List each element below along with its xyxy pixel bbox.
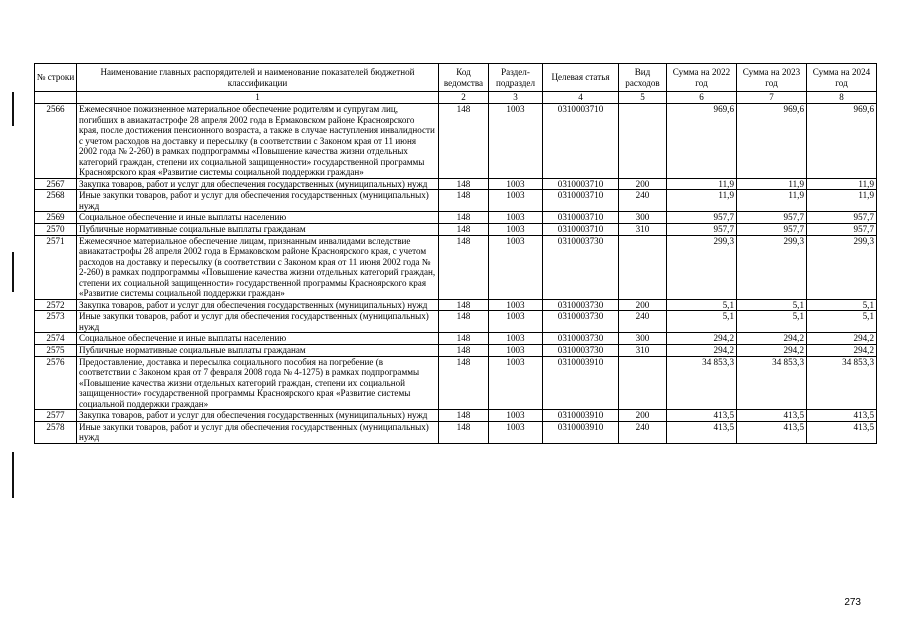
department-code: 148 xyxy=(439,224,489,236)
sum-2023: 5,1 xyxy=(737,299,807,311)
budget-table xyxy=(34,63,877,444)
department-code: 148 xyxy=(439,178,489,190)
row-name: Социальное обеспечение и иные выплаты населению xyxy=(77,212,439,224)
row-name: Закупка товаров, работ и услуг для обеспечения государственных (муниципальных) нужд xyxy=(77,299,439,311)
column-number: 7 xyxy=(737,92,807,104)
sum-2022: 5,1 xyxy=(667,299,737,311)
target-article: 0310003710 xyxy=(543,190,619,212)
sum-2024: 11,9 xyxy=(807,190,877,212)
row-name: Публичные нормативные социальные выплаты гражданам xyxy=(77,345,439,357)
sum-2023: 413,5 xyxy=(737,410,807,422)
sum-2024: 413,5 xyxy=(807,410,877,422)
row-number: 2567 xyxy=(35,178,77,190)
column-number: 3 xyxy=(489,92,543,104)
row-name: Социальное обеспечение и иные выплаты населению xyxy=(77,333,439,345)
binding-mark xyxy=(12,92,14,126)
section-code: 1003 xyxy=(489,421,543,443)
sum-2023: 294,2 xyxy=(737,345,807,357)
table-row xyxy=(35,212,877,224)
target-article: 0310003910 xyxy=(543,410,619,422)
target-article: 0310003710 xyxy=(543,212,619,224)
section-code: 1003 xyxy=(489,178,543,190)
header-sum-2022: Сумма на 2022 год xyxy=(667,64,737,92)
expense-type: 240 xyxy=(619,190,667,212)
row-name: Закупка товаров, работ и услуг для обеспечения государственных (муниципальных) нужд xyxy=(77,178,439,190)
sum-2022: 969,6 xyxy=(667,104,737,179)
binding-mark xyxy=(12,452,14,498)
expense-type: 300 xyxy=(619,212,667,224)
section-code: 1003 xyxy=(489,224,543,236)
sum-2023: 957,7 xyxy=(737,212,807,224)
department-code: 148 xyxy=(439,345,489,357)
row-name: Ежемесячное пожизненное материальное обеспечение родителям и супругам лиц, погибших в авиакатастрофе 28 апреля 2002 года в Ермаковском районе Красноярского края, после достижения пенсионного возраста, а также в случае наступления инвалидности с учетом расходов на доставку и пересылку (в соответствии с Законом края от 11 июня 2002 года № 2-260) в рамках подпрограммы «Повышение качества жизни отдельных категорий граждан, степени их социальной защищенности» государственной программы Красноярского края «Развитие системы социальной поддержки граждан» xyxy=(77,104,439,179)
header-sum-2023: Сумма на 2023 год xyxy=(737,64,807,92)
header-target-article: Целевая статья xyxy=(543,64,619,92)
target-article: 0310003730 xyxy=(543,235,619,299)
sum-2024: 294,2 xyxy=(807,345,877,357)
row-number: 2578 xyxy=(35,421,77,443)
sum-2024: 5,1 xyxy=(807,299,877,311)
sum-2024: 299,3 xyxy=(807,235,877,299)
table-row xyxy=(35,345,877,357)
sum-2024: 294,2 xyxy=(807,333,877,345)
sum-2022: 299,3 xyxy=(667,235,737,299)
row-number: 2574 xyxy=(35,333,77,345)
sum-2022: 294,2 xyxy=(667,333,737,345)
row-number: 2573 xyxy=(35,311,77,333)
section-code: 1003 xyxy=(489,345,543,357)
column-number xyxy=(35,92,77,104)
sum-2024: 11,9 xyxy=(807,178,877,190)
row-number: 2570 xyxy=(35,224,77,236)
table-row xyxy=(35,356,877,410)
target-article: 0310003910 xyxy=(543,356,619,410)
sum-2023: 413,5 xyxy=(737,421,807,443)
sum-2023: 299,3 xyxy=(737,235,807,299)
expense-type: 240 xyxy=(619,311,667,333)
table-row xyxy=(35,421,877,443)
row-number: 2572 xyxy=(35,299,77,311)
binding-mark xyxy=(12,252,14,292)
expense-type: 200 xyxy=(619,299,667,311)
header-row-number: № строки xyxy=(35,64,77,92)
sum-2023: 957,7 xyxy=(737,224,807,236)
sum-2024: 413,5 xyxy=(807,421,877,443)
column-number: 1 xyxy=(77,92,439,104)
expense-type xyxy=(619,356,667,410)
target-article: 0310003730 xyxy=(543,333,619,345)
target-article: 0310003710 xyxy=(543,224,619,236)
sum-2023: 34 853,3 xyxy=(737,356,807,410)
department-code: 148 xyxy=(439,299,489,311)
section-code: 1003 xyxy=(489,299,543,311)
sum-2022: 34 853,3 xyxy=(667,356,737,410)
table-row xyxy=(35,410,877,422)
target-article: 0310003910 xyxy=(543,421,619,443)
row-number: 2571 xyxy=(35,235,77,299)
sum-2023: 11,9 xyxy=(737,178,807,190)
section-code: 1003 xyxy=(489,104,543,179)
sum-2022: 957,7 xyxy=(667,212,737,224)
column-number: 6 xyxy=(667,92,737,104)
sum-2022: 5,1 xyxy=(667,311,737,333)
header-department-code: Код ведомства xyxy=(439,64,489,92)
table-row xyxy=(35,104,877,179)
expense-type: 300 xyxy=(619,333,667,345)
page-number: 273 xyxy=(844,597,861,608)
row-number: 2576 xyxy=(35,356,77,410)
sum-2022: 413,5 xyxy=(667,421,737,443)
row-name: Ежемесячное материальное обеспечение лицам, признанным инвалидами вследствие авиакатастрофы 28 апреля 2002 года в Ермаковском районе Красноярского края, с учетом расходов на доставку и пересылку (в соответствии с Законом края от 11 июня 2002 года № 2-260) в рамках подпрограммы «Повышение качества жизни отдельных категорий граждан, степени их социальной защищенности» государственной программы Красноярского края «Развитие системы социальной поддержки граждан» xyxy=(77,235,439,299)
sum-2022: 11,9 xyxy=(667,190,737,212)
row-number: 2577 xyxy=(35,410,77,422)
row-number: 2566 xyxy=(35,104,77,179)
department-code: 148 xyxy=(439,410,489,422)
table-row xyxy=(35,299,877,311)
target-article: 0310003710 xyxy=(543,178,619,190)
section-code: 1003 xyxy=(489,235,543,299)
expense-type: 200 xyxy=(619,178,667,190)
sum-2024: 957,7 xyxy=(807,212,877,224)
header-name: Наименование главных распорядителей и наименование показателей бюджетной классификации xyxy=(77,64,439,92)
expense-type: 310 xyxy=(619,345,667,357)
department-code: 148 xyxy=(439,104,489,179)
column-number: 2 xyxy=(439,92,489,104)
sum-2022: 413,5 xyxy=(667,410,737,422)
row-number: 2569 xyxy=(35,212,77,224)
sum-2024: 969,6 xyxy=(807,104,877,179)
table-row xyxy=(35,178,877,190)
department-code: 148 xyxy=(439,212,489,224)
target-article: 0310003730 xyxy=(543,299,619,311)
expense-type xyxy=(619,104,667,179)
row-name: Иные закупки товаров, работ и услуг для обеспечения государственных (муниципальных) нужд xyxy=(77,421,439,443)
sum-2023: 969,6 xyxy=(737,104,807,179)
department-code: 148 xyxy=(439,311,489,333)
sum-2023: 11,9 xyxy=(737,190,807,212)
sum-2022: 957,7 xyxy=(667,224,737,236)
section-code: 1003 xyxy=(489,356,543,410)
column-number: 5 xyxy=(619,92,667,104)
table-row xyxy=(35,333,877,345)
table-row xyxy=(35,235,877,299)
row-number: 2575 xyxy=(35,345,77,357)
column-numbers-row xyxy=(35,92,877,104)
sum-2024: 5,1 xyxy=(807,311,877,333)
sum-2022: 11,9 xyxy=(667,178,737,190)
sum-2023: 294,2 xyxy=(737,333,807,345)
table-header-row xyxy=(35,64,877,92)
row-name: Иные закупки товаров, работ и услуг для обеспечения государственных (муниципальных) нужд xyxy=(77,311,439,333)
header-sum-2024: Сумма на 2024 год xyxy=(807,64,877,92)
row-name: Публичные нормативные социальные выплаты гражданам xyxy=(77,224,439,236)
row-number: 2568 xyxy=(35,190,77,212)
expense-type: 200 xyxy=(619,410,667,422)
department-code: 148 xyxy=(439,333,489,345)
row-name: Предоставление, доставка и пересылка социального пособия на погребение (в соответствии с Законом края от 7 февраля 2008 года № 4-1275) в рамках подпрограммы «Повышение качества жизни отдельных категорий граждан, степени их социальной защищенности» государственной программы Красноярского края «Развитие системы социальной поддержки граждан» xyxy=(77,356,439,410)
sum-2022: 294,2 xyxy=(667,345,737,357)
row-name: Иные закупки товаров, работ и услуг для обеспечения государственных (муниципальных) нужд xyxy=(77,190,439,212)
section-code: 1003 xyxy=(489,212,543,224)
table-row xyxy=(35,190,877,212)
header-expense-type: Вид расходов xyxy=(619,64,667,92)
department-code: 148 xyxy=(439,421,489,443)
department-code: 148 xyxy=(439,235,489,299)
table-row xyxy=(35,224,877,236)
department-code: 148 xyxy=(439,190,489,212)
expense-type: 240 xyxy=(619,421,667,443)
sum-2023: 5,1 xyxy=(737,311,807,333)
section-code: 1003 xyxy=(489,190,543,212)
table-row xyxy=(35,311,877,333)
row-name: Закупка товаров, работ и услуг для обеспечения государственных (муниципальных) нужд xyxy=(77,410,439,422)
sum-2024: 34 853,3 xyxy=(807,356,877,410)
expense-type xyxy=(619,235,667,299)
header-section: Раздел-подраздел xyxy=(489,64,543,92)
section-code: 1003 xyxy=(489,410,543,422)
expense-type: 310 xyxy=(619,224,667,236)
department-code: 148 xyxy=(439,356,489,410)
target-article: 0310003730 xyxy=(543,345,619,357)
target-article: 0310003710 xyxy=(543,104,619,179)
target-article: 0310003730 xyxy=(543,311,619,333)
column-number: 8 xyxy=(807,92,877,104)
section-code: 1003 xyxy=(489,333,543,345)
sum-2024: 957,7 xyxy=(807,224,877,236)
column-number: 4 xyxy=(543,92,619,104)
section-code: 1003 xyxy=(489,311,543,333)
